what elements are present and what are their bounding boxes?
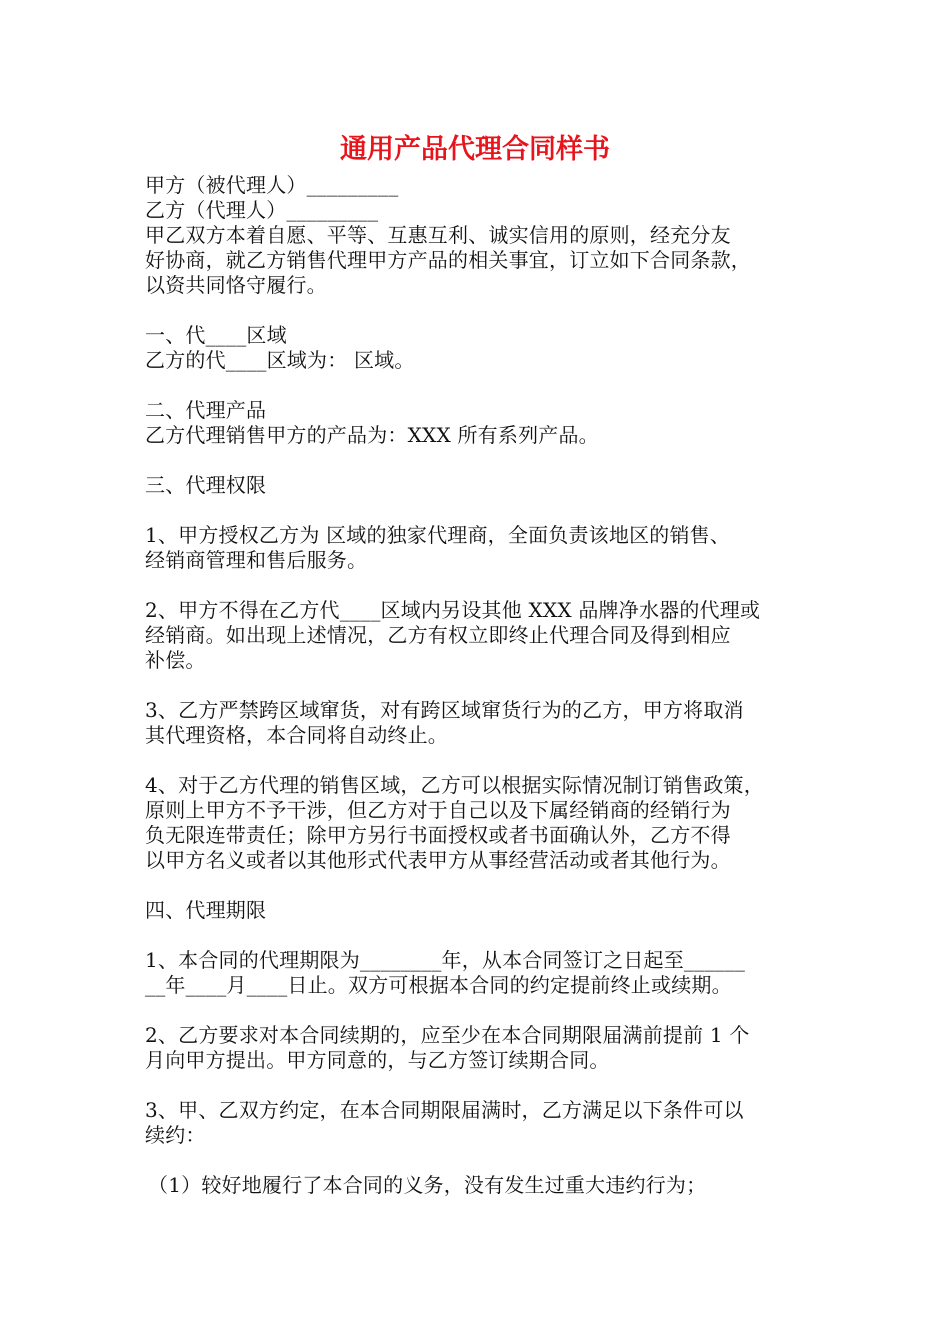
clause-line: 原则上甲方不予干涉，但乙方对于自己以及下属经销商的经销行为 xyxy=(145,798,731,822)
clause-line: 1、甲方授权乙方为 区域的独家代理商，全面负责该地区的销售、 xyxy=(145,523,731,547)
clause-line: 经销商。如出现上述情况，乙方有权立即终止代理合同及得到相应 xyxy=(145,623,731,647)
clause-line: 3、乙方严禁跨区域窜货，对有跨区域窜货行为的乙方，甲方将取消 xyxy=(145,698,744,722)
section-heading: 四、代理期限 xyxy=(145,898,267,922)
clause-line: 经销商管理和售后服务。 xyxy=(145,548,368,572)
section-heading: 二、代理产品 xyxy=(145,398,267,422)
clause-line: 以甲方名义或者以其他形式代表甲方从事经营活动或者其他行为。 xyxy=(145,848,731,872)
body-line: 乙方的代____区域为： 区域。 xyxy=(145,348,415,372)
paragraph-spacer xyxy=(145,498,810,523)
paragraph-spacer xyxy=(145,298,810,323)
paragraph-spacer xyxy=(145,998,810,1023)
paragraph-spacer xyxy=(145,923,810,948)
clause-line: 负无限连带责任；除甲方另行书面授权或者书面确认外，乙方不得 xyxy=(145,823,731,847)
paragraph-spacer xyxy=(145,748,810,773)
section-heading: 三、代理权限 xyxy=(145,473,267,497)
clause-line: __年____月____日止。双方可根据本合同的约定提前终止或续期。 xyxy=(145,973,732,997)
clause-line: 月向甲方提出。甲方同意的，与乙方签订续期合同。 xyxy=(145,1048,610,1072)
clause-line: 其代理资格，本合同将自动终止。 xyxy=(145,723,448,747)
paragraph-spacer xyxy=(145,573,810,598)
clause-line: 3、甲、乙双方约定，在本合同期限届满时，乙方满足以下条件可以 xyxy=(145,1098,744,1122)
preamble-line: 甲乙双方本着自愿、平等、互惠互利、诚实信用的原则，经充分友 xyxy=(145,223,731,247)
clause-line: 1、本合同的代理期限为________年，从本合同签订之日起至______ xyxy=(145,948,746,972)
paragraph-spacer xyxy=(145,673,810,698)
clause-line: 续约： xyxy=(145,1123,206,1147)
sub-clause-line: （1）较好地履行了本合同的义务，没有发生过重大违约行为； xyxy=(148,1173,707,1197)
paragraph-spacer xyxy=(145,448,810,473)
body-line: 乙方代理销售甲方的产品为：XXX 所有系列产品。 xyxy=(145,423,599,447)
paragraph-spacer xyxy=(145,1073,810,1098)
clause-line: 补偿。 xyxy=(145,648,206,672)
preamble-line: 好协商，就乙方销售代理甲方产品的相关事宜，订立如下合同条款， xyxy=(145,248,751,272)
paragraph-spacer xyxy=(145,873,810,898)
clause-line: 2、乙方要求对本合同续期的，应至少在本合同期限届满前提前 1 个 xyxy=(145,1023,750,1047)
paragraph-spacer xyxy=(145,1148,810,1173)
party-a-line: 甲方（被代理人）_________ xyxy=(145,173,399,197)
paragraph-spacer xyxy=(145,373,810,398)
document-title: 通用产品代理合同样书 xyxy=(340,134,610,165)
clause-line: 2、甲方不得在乙方代____区域内另设其他 XXX 品牌净水器的代理或 xyxy=(145,598,761,622)
party-b-line: 乙方（代理人）_________ xyxy=(145,198,379,222)
section-heading: 一、代____区域 xyxy=(145,323,287,347)
preamble-line: 以资共同恪守履行。 xyxy=(145,273,327,297)
document-body xyxy=(145,173,810,1198)
clause-line: 4、对于乙方代理的销售区域，乙方可以根据实际情况制订销售政策， xyxy=(145,773,764,797)
